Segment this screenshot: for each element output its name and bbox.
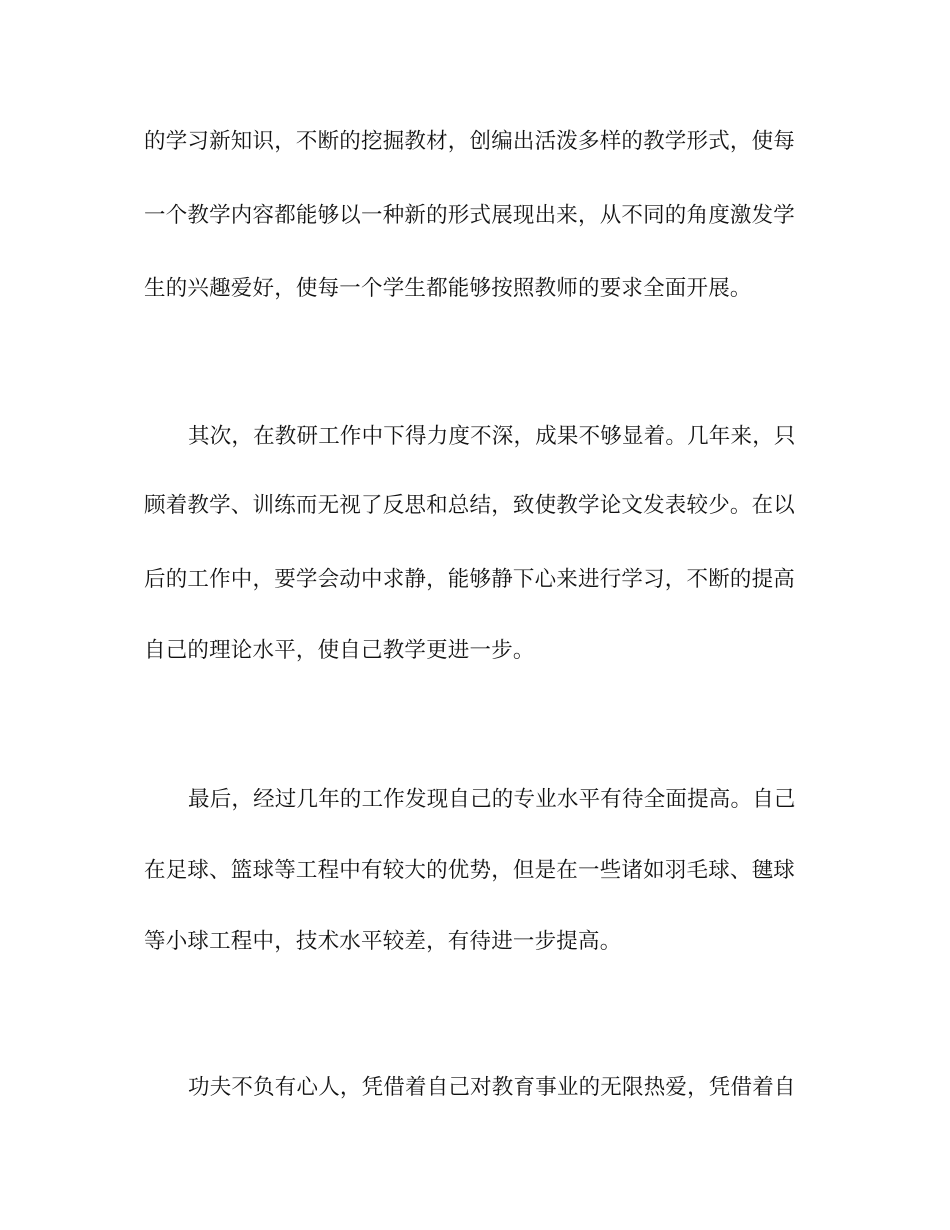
paragraph-line: 的学习新知识，不断的挖掘教材，创编出活泼多样的教学形式，使每 [144, 129, 796, 154]
paragraph-line: 等小球工程中，技术水平较差，有待进一步提高。 [144, 929, 622, 954]
paragraph-line: 在足球、篮球等工程中有较大的优势，但是在一些诸如羽毛球、毽球 [144, 858, 796, 883]
paragraph-line: 后的工作中，要学会动中求静，能够静下心来进行学习，不断的提高 [144, 567, 796, 592]
paragraph-line: 其次，在教研工作中下得力度不深，成果不够显着。几年来，只 [188, 424, 796, 449]
paragraph-line: 生的兴趣爱好，使每一个学生都能够按照教师的要求全面开展。 [144, 276, 752, 301]
paragraph-line: 一个教学内容都能够以一种新的形式展现出来，从不同的角度激发学 [144, 203, 796, 228]
paragraph-line: 自己的理论水平，使自己教学更进一步。 [144, 638, 535, 663]
paragraph-line: 功夫不负有心人，凭借着自己对教育事业的无限热爱，凭借着自 [188, 1075, 796, 1100]
paragraph-line: 顾着教学、训练而无视了反思和总结，致使教学论文发表较少。在以 [144, 493, 796, 518]
paragraph-line: 最后，经过几年的工作发现自己的专业水平有待全面提高。自己 [188, 787, 796, 812]
